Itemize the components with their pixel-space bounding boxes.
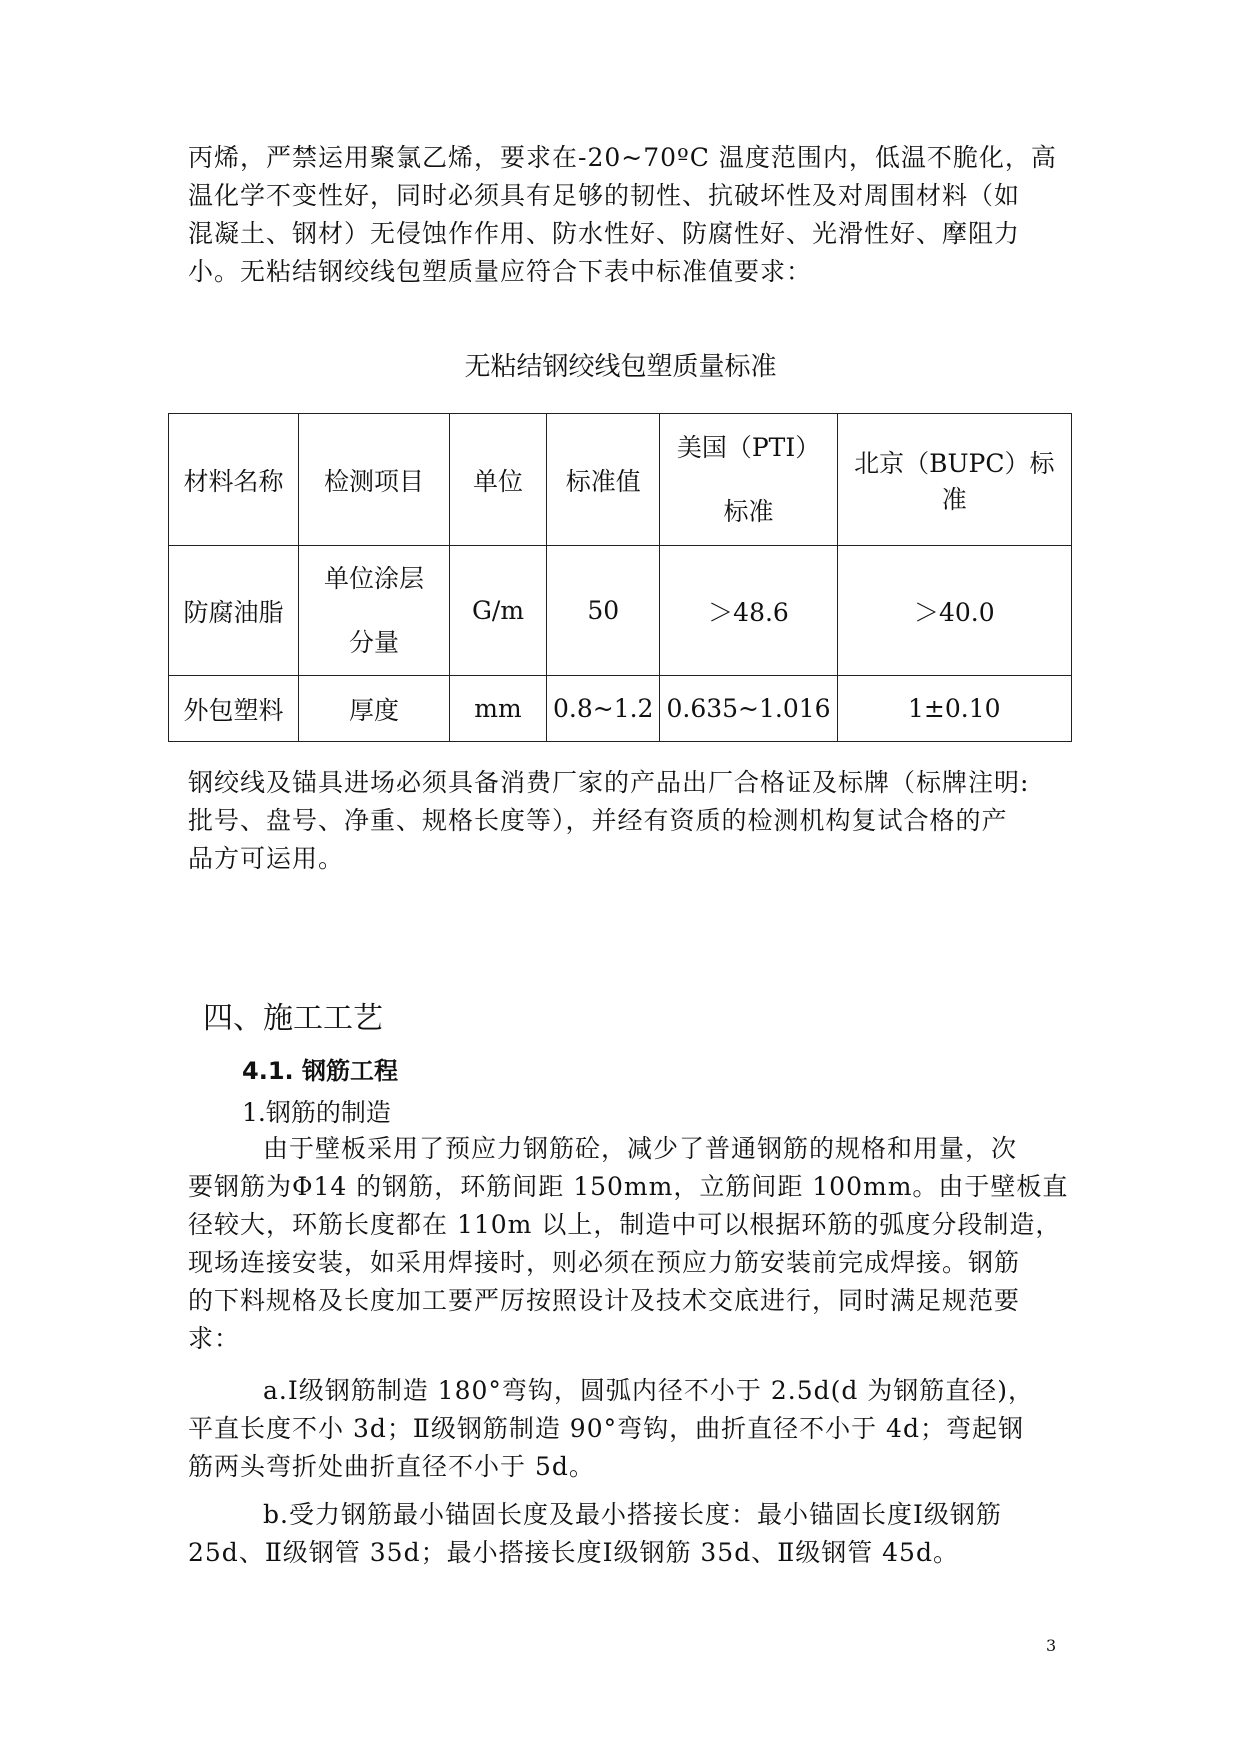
text-line: 混凝土、钢材）无侵蚀作作用、防水性好、防腐性好、光滑性好、摩阻力 <box>188 219 1021 248</box>
header-cell: 单位 <box>450 414 547 546</box>
text-line: 求： <box>188 1324 241 1353</box>
text-line: 的下料规格及长度加工要严厉按照设计及技术交底进行，同时满足规范要 <box>188 1286 1021 1315</box>
table-cell: 50 <box>547 546 660 676</box>
table-row <box>169 676 1072 742</box>
text-line: 批号、盘号、净重、规格长度等），并经有资质的检测机构复试合格的产 <box>188 806 1008 835</box>
text-line: 现场连接安装，如采用焊接时，则必须在预应力筋安装前完成焊接。钢筋 <box>188 1248 1021 1277</box>
item-a-paragraph <box>188 1372 1060 1486</box>
table-cell-line: 分量 <box>348 627 399 657</box>
table-caption: 无粘结钢绞线包塑质量标准 <box>464 352 777 382</box>
header-cell-line: 美国（PTI） <box>676 432 821 462</box>
header-cell: 材料名称 <box>169 414 299 546</box>
table-cell <box>299 546 450 676</box>
text-line: 平直长度不小 3d；Ⅱ级钢筋制造 90°弯钩，曲折直径不小于 4d；弯起钢 <box>188 1414 1024 1443</box>
header-cell: 标准值 <box>547 414 660 546</box>
section-heading: 四、施工工艺 <box>203 1001 383 1036</box>
text-line: a.Ⅰ级钢筋制造 180°弯钩，圆弧内径不小于 2.5d(d 为钢筋直径)， <box>263 1376 1035 1405</box>
item-b-paragraph <box>188 1496 1060 1572</box>
table-cell: 1±0.10 <box>837 676 1071 742</box>
header-cell <box>660 414 837 546</box>
text-line: 由于壁板采用了预应力钢筋砼，减少了普通钢筋的规格和用量，次 <box>263 1134 1018 1163</box>
text-line: 品方可运用。 <box>188 844 345 873</box>
table-cell: ＞40.0 <box>837 546 1071 676</box>
table-cell: G/m <box>450 546 547 676</box>
header-cell: 检测项目 <box>299 414 450 546</box>
body-paragraph <box>188 1130 1069 1358</box>
text-line: 温化学不变性好，同时必须具有足够的韧性、抗破坏性及对周围材料（如 <box>188 181 1021 210</box>
table-cell: 0.8~1.2 <box>547 676 660 742</box>
item-heading: 1.钢筋的制造 <box>242 1098 391 1127</box>
intro-paragraph <box>188 139 1060 291</box>
subsection-heading: 4.1. 钢筋工程 <box>242 1057 398 1085</box>
after-table-paragraph <box>188 764 1060 878</box>
header-cell: 北京（BUPC）标准 <box>837 414 1071 546</box>
text-line: 筋两头弯折处曲折直径不小于 5d。 <box>188 1452 595 1481</box>
table-cell: 0.635~1.016 <box>660 676 837 742</box>
text-line: 要钢筋为Φ14 的钢筋，环筋间距 150mm，立筋间距 100mm。由于壁板直 <box>188 1172 1069 1201</box>
table-cell: ＞48.6 <box>660 546 837 676</box>
header-cell-line: 标准 <box>723 496 774 526</box>
table-cell: mm <box>450 676 547 742</box>
quality-standard-table <box>168 413 1072 742</box>
text-line: 丙烯，严禁运用聚氯乙烯，要求在-20~70ºC 温度范围内，低温不脆化，高 <box>188 143 1057 172</box>
table-header-row <box>169 414 1072 546</box>
text-line: 径较大，环筋长度都在 110m 以上，制造中可以根据环筋的弧度分段制造， <box>188 1210 1062 1239</box>
text-line: 钢绞线及锚具进场必须具备消费厂家的产品出厂合格证及标牌（标牌注明: <box>188 768 1030 797</box>
table-cell: 厚度 <box>299 676 450 742</box>
table-cell-line: 单位涂层 <box>323 563 424 593</box>
page-number: 3 <box>1046 1636 1057 1655</box>
table-row <box>169 546 1072 676</box>
table-cell: 防腐油脂 <box>169 546 299 676</box>
text-line: 小。无粘结钢绞线包塑质量应符合下表中标准值要求： <box>188 257 813 286</box>
table-cell: 外包塑料 <box>169 676 299 742</box>
text-line: b.受力钢筋最小锚固长度及最小搭接长度：最小锚固长度Ⅰ级钢筋 <box>263 1500 1002 1529</box>
text-line: 25d、Ⅱ级钢管 35d；最小搭接长度Ⅰ级钢筋 35d、Ⅱ级钢管 45d。 <box>188 1538 959 1567</box>
